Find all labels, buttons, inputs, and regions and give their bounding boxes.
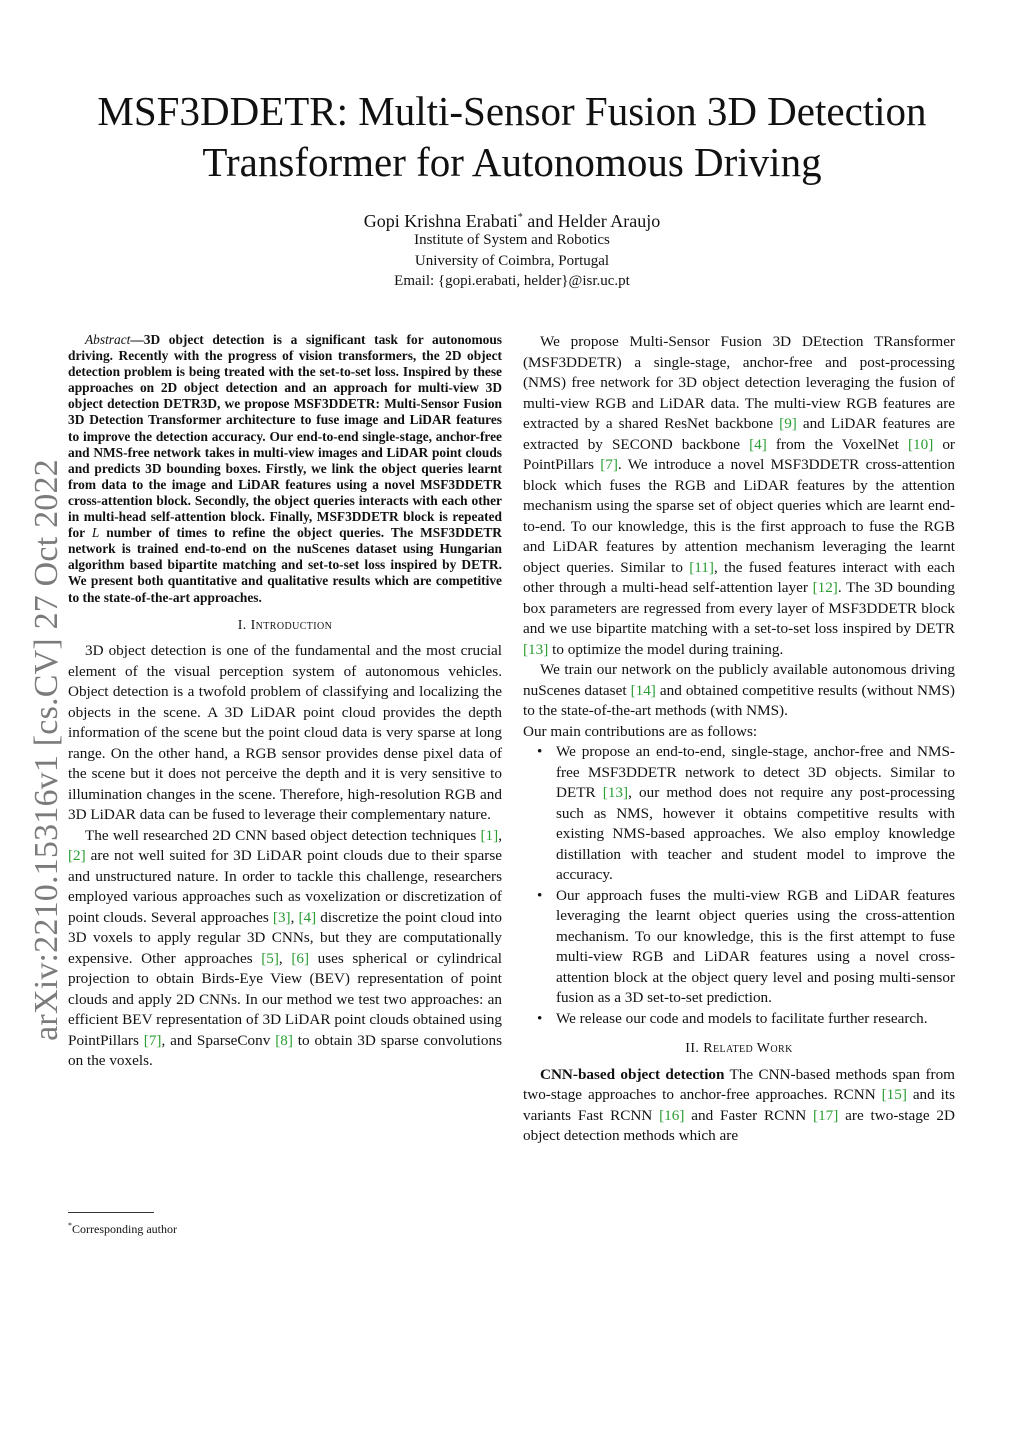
- abstract-label: Abstract: [85, 332, 131, 347]
- author-araujo: Helder Araujo: [557, 211, 661, 231]
- contribution-text: , our method does not require any post-processing such as NMS, however it obtains competitive results with existing NMS-based approaches. We also employ knowledge distillation with teacher and student model to improve the accuracy.: [556, 784, 956, 883]
- title-line-1: MSF3DDETR: Multi-Sensor Fusion 3D Detection: [97, 88, 927, 134]
- bullet-icon: •: [537, 886, 543, 904]
- citation-link[interactable]: [10]: [907, 435, 934, 453]
- right-column: [523, 332, 955, 1147]
- related-paragraph-1: [523, 1065, 955, 1147]
- citation-link[interactable]: [7]: [143, 1031, 162, 1049]
- abstract-dash: —: [130, 332, 144, 347]
- arxiv-identifier: arXiv:2210.15316v1 [cs.CV] 27 Oct 2022: [28, 459, 65, 1041]
- affiliation-university: University of Coimbra, Portugal: [414, 252, 610, 269]
- citation-link[interactable]: [14]: [630, 681, 656, 699]
- section-heading-introduction: I. Introduction: [237, 617, 333, 633]
- contribution-text: Our approach fuses the multi-view RGB and LiDAR features leveraging the learnt object queries using the cross-attention mechanism. To our knowledge, this is the first attempt to fuse multi-view RGB and LiDAR features using a novel cross-attention block at the object query level and posing multi-sensor fusion as a 3D set-to-set prediction.: [556, 886, 955, 1006]
- citation-link[interactable]: [1]: [480, 826, 499, 844]
- contribution-text: We propose an end-to-end, single-stage, anchor-free and NMS-free MSF3DDETR network to detect 3D objects. Similar to DETR: [556, 743, 955, 801]
- related-text: are two-stage 2D object detection methods which are: [523, 1106, 955, 1144]
- footnote-text: Corresponding author: [72, 1222, 177, 1236]
- p2-text: uses spherical or cylindrical projection to obtain Birds-Eye View (BEV) representation of point clouds and apply 2D CNNs. In our method we test two approaches: an efficient BEV representation of 3D LiDAR point clouds obtained using PointPillars: [68, 949, 502, 1049]
- citation-link[interactable]: [16]: [659, 1106, 685, 1124]
- abstract-text-b: number of times to refine the object queries. The MSF3DDETR network is trained end-to-end on the nuScenes dataset using Hungarian algorithm based bipartite matching and set-to-set loss inspired by DETR. We present both quantitative and qualitative results which are competitive to the state-of-the-art approaches.: [68, 525, 502, 605]
- footnote: [68, 1218, 177, 1237]
- citation-link[interactable]: [15]: [881, 1086, 907, 1103]
- p2-text: ,: [498, 826, 502, 844]
- contribution-item: [537, 742, 956, 886]
- intro-paragraph-2: [68, 826, 502, 1072]
- affiliation-institute: Institute of System and Robotics: [414, 232, 610, 248]
- p3-text: and LiDAR features are extracted by SECOND backbone: [523, 415, 955, 453]
- section-heading-related-work: II. Related Work: [685, 1041, 793, 1056]
- footnote-mark: *: [68, 1221, 72, 1230]
- p2-text: , and SparseConv: [161, 1031, 276, 1049]
- citation-link[interactable]: [8]: [275, 1031, 293, 1049]
- intro-paragraph-1: 3D object detection is one of the fundamental and the most crucial element of the visual perception system of autonomous vehicles. Object detection is a twofold problem of classifying and localizing the objects in the scene. A 3D LiDAR point cloud provides the depth information of the scene but the point cloud data is very sparse at long range. On the other hand, a RGB sensor provides dense pixel data of the scene but it does not perceive the depth and it is very sensitive to illumination changes in the scene. Therefore, high-resolution RGB and 3D LiDAR data can be fused to leverage their complementary nature.: [68, 642, 502, 824]
- citation-link[interactable]: [3]: [272, 908, 291, 926]
- citation-link[interactable]: [13]: [602, 784, 629, 801]
- p2-text: ,: [290, 908, 299, 926]
- related-text: and its variants Fast RCNN: [523, 1086, 956, 1124]
- citation-link[interactable]: [17]: [813, 1106, 839, 1124]
- p2-text: to obtain 3D sparse convolutions on the voxels.: [68, 1031, 502, 1070]
- p2-text: discretize the point cloud into 3D voxels to apply regular 3D CNNs, but they are computationally expensive. Other approaches: [68, 908, 502, 967]
- contributions-list: [523, 742, 955, 1029]
- bullet-icon: •: [537, 1009, 543, 1027]
- runin-heading: CNN-based object detection: [540, 1065, 725, 1083]
- affiliation: [212, 230, 812, 292]
- left-column: [68, 332, 502, 1072]
- citation-link[interactable]: [4]: [298, 908, 317, 926]
- related-text: The CNN-based methods span from two-stage approaches to anchor-free approaches. RCNN: [523, 1065, 955, 1103]
- p4-text: and obtained competitive results (without NMS) to the state-of-the-art methods (with NMS).: [523, 681, 955, 719]
- bullet-icon: •: [537, 743, 543, 760]
- p3-text: We propose Multi-Sensor Fusion 3D DEtection TRansformer (MSF3DDETR) a single-stage, anchor-free and post-processing (NMS) free network for 3D object detection leveraging the fusion of multi-view RGB and LiDAR data. The multi-view RGB features are extracted by a shared ResNet backbone: [523, 333, 955, 432]
- p3-text: from the VoxelNet: [766, 435, 908, 453]
- citation-link[interactable]: [7]: [600, 456, 618, 473]
- p2-text: are not well suited for 3D LiDAR point clouds due to their sparse and unstructured nature. In order to tackle this challenge, researchers employed various approaches such as voxelization or discretization of point clouds. Several approaches: [68, 847, 502, 926]
- p3-text: to optimize the model during training.: [548, 640, 784, 658]
- citation-link[interactable]: [12]: [812, 579, 838, 596]
- abstract-text-a: 3D object detection is a significant task for autonomous driving. Recently with the progress of vision transformers, the 2D object detection problem is being treated with the set-to-set loss. Inspired by these approaches on 2D object detection and an approach for multi-view 3D object detection DETR3D, we propose MSF3DDETR: Multi-Sensor Fusion 3D Detection Transformer architecture to fuse image and LiDAR features to improve the detection accuracy. Our end-to-end single-stage, anchor-free and NMS-free network takes in multi-view images and LiDAR point clouds and predicts 3D bounding boxes. Firstly, we link the object queries learnt from data to the image and LiDAR features using a novel MSF3DDETR cross-attention block. Secondly, the object queries interacts with each other in multi-head self-attention block. Finally, MSF3DDETR block is repeated for: [68, 332, 502, 541]
- author-separator: and: [522, 211, 558, 231]
- contribution-text: We release our code and models to facilitate further research.: [556, 1009, 928, 1027]
- abstract-math-L: L: [91, 525, 100, 541]
- contributions-lead: Our main contributions are as follows:: [523, 722, 758, 740]
- p2-text: ,: [278, 949, 292, 967]
- citation-link[interactable]: [2]: [68, 847, 86, 865]
- author-list: [212, 206, 812, 233]
- title-line-2: Transformer for Autonomous Driving: [202, 139, 822, 185]
- citation-link[interactable]: [11]: [689, 558, 714, 576]
- p3-text: . We introduce a novel MSF3DDETR cross-attention block which fuses the RGB and LiDAR features by the attention mechanism using the sparse set of object queries which are learnt end-to-end. To our knowledge, this is the first approach to fuse the RGB and LiDAR features by attention mechanism leveraging the learnt object queries. Similar to: [523, 456, 955, 576]
- author-erabati: Gopi Krishna Erabati: [363, 211, 518, 231]
- paper-title: [60, 86, 964, 188]
- citation-link[interactable]: [4]: [749, 435, 767, 453]
- corresponding-mark: *: [517, 212, 523, 223]
- affiliation-email: Email: {gopi.erabati, helder}@isr.uc.pt: [394, 273, 630, 289]
- p3-text: or PointPillars: [523, 435, 955, 473]
- intro-paragraph-3: [523, 332, 955, 660]
- p4-text: We train our network on the publicly available autonomous driving nuScenes dataset: [523, 661, 955, 699]
- intro-paragraph-4: [523, 660, 955, 722]
- citation-link[interactable]: [9]: [779, 415, 797, 432]
- citation-link[interactable]: [13]: [523, 640, 549, 658]
- related-text: and Faster RCNN: [684, 1106, 814, 1124]
- citation-link[interactable]: [6]: [291, 949, 310, 967]
- p3-text: , the fused features interact with each other through a multi-head self-attention layer: [523, 558, 955, 596]
- abstract: [68, 332, 502, 606]
- p2-text: The well researched 2D CNN based object detection techniques: [85, 826, 481, 844]
- footnote-rule: [68, 1212, 154, 1213]
- p3-text: . The 3D bounding box parameters are regressed from every layer of MSF3DDETR block and we use bipartite matching with a set-to-set loss inspired by DETR: [523, 579, 955, 637]
- contribution-item: [537, 886, 955, 1009]
- contribution-item: [537, 1009, 955, 1030]
- citation-link[interactable]: [5]: [261, 949, 279, 967]
